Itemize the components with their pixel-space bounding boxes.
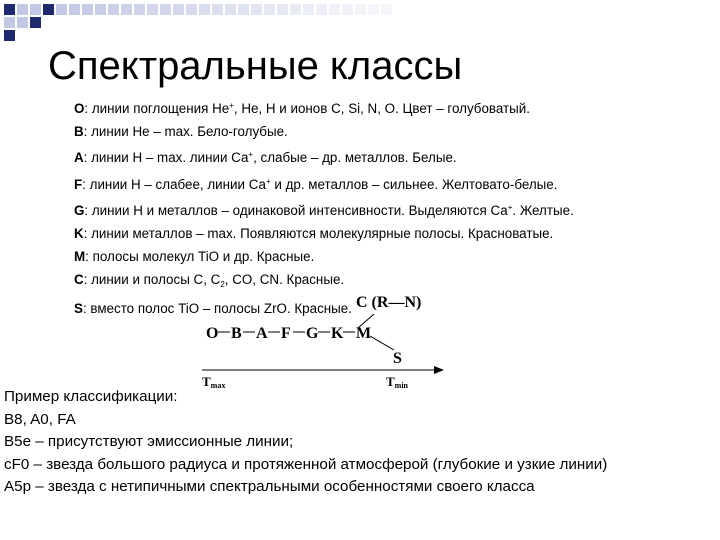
- decorative-square: [17, 17, 28, 28]
- example-line: cF0 – звезда большого радиуса и протяженной атмосферой (глубокие и узкие линии): [4, 455, 608, 473]
- class-item-k: K: линии металлов – max. Появляются молекулярные полосы. Красноватые.: [74, 226, 554, 242]
- example-line: A5p – звезда с нетипичными спектральными особенностями своего класса: [4, 478, 535, 496]
- class-item-a: A: линии Н – max. линии Са+, слабые – др. металлов. Белые.: [74, 150, 457, 166]
- decorative-square: [381, 4, 392, 15]
- decorative-square: [225, 4, 236, 15]
- class-item-o: O: линии поглощения Не+, Не, Н и ионов С, Si, N, O. Цвет – голубоватый.: [74, 101, 530, 116]
- decorative-square: [277, 4, 288, 15]
- decorative-square: [134, 4, 145, 15]
- decorative-square: [290, 4, 301, 15]
- decorative-square: [186, 4, 197, 15]
- sequence-letter-b: B: [231, 325, 242, 342]
- decorative-square: [212, 4, 223, 15]
- decorative-square: [355, 4, 366, 15]
- spectral-sequence-diagram: [196, 288, 456, 392]
- decorative-square: [4, 4, 15, 15]
- t-max-label: Tmax: [202, 374, 226, 390]
- decorative-square: [82, 4, 93, 15]
- slide-title: Спектральные классы: [48, 44, 463, 88]
- decorative-square: [199, 4, 210, 15]
- sequence-letter-o: O: [206, 325, 219, 342]
- t-min-label: Tmin: [386, 374, 409, 390]
- decorative-square: [95, 4, 106, 15]
- class-item-g: G: линии Н и металлов – одинаковой интенсивности. Выделяются Са+. Желтые.: [74, 202, 574, 218]
- decorative-square: [4, 30, 15, 41]
- class-item-b: B: линии Не – max. Бело-голубые.: [74, 124, 288, 140]
- branch-top-label: C (R—N): [356, 294, 422, 311]
- decorative-square: [30, 4, 41, 15]
- sequence-letter-a: A: [256, 325, 268, 342]
- decorative-square: [251, 4, 262, 15]
- class-item-s: S: вместо полос TiO – полосы ZrO. Красные.: [74, 300, 352, 316]
- sequence-letter-m: M: [356, 325, 372, 342]
- decorative-square: [264, 4, 275, 15]
- decorative-square: [329, 4, 340, 15]
- decorative-square: [238, 4, 249, 15]
- decorative-square: [342, 4, 353, 15]
- main-sequence: [206, 325, 371, 342]
- class-item-f: F: линии Н – слабее, линии Са+ и др. металлов – сильнее. Желтовато-белые.: [74, 176, 558, 192]
- decorative-square: [4, 17, 15, 28]
- decorative-square: [69, 4, 80, 15]
- classification-example: [4, 386, 607, 499]
- decorative-square: [30, 17, 41, 28]
- decorative-square: [121, 4, 132, 15]
- decorative-square: [43, 4, 54, 15]
- decorative-square: [56, 4, 67, 15]
- branch-bottom-line: [370, 336, 394, 350]
- decorative-square: [108, 4, 119, 15]
- example-line: B8, A0, FA: [4, 410, 76, 428]
- decorative-square: [303, 4, 314, 15]
- sequence-letter-k: K: [331, 325, 344, 342]
- decorative-square: [173, 4, 184, 15]
- decorative-square: [368, 4, 379, 15]
- decorative-square: [17, 4, 28, 15]
- class-item-c: C: линии и полосы С, $С_2$, CO, CN. Красные.: [74, 272, 345, 290]
- sequence-letter-f: F: [281, 325, 291, 342]
- decorative-square: [316, 4, 327, 15]
- axis-arrow-head: [434, 366, 444, 374]
- example-heading: Пример классификации:: [4, 388, 178, 405]
- decorative-square: [147, 4, 158, 15]
- branch-bottom-label: S: [393, 350, 402, 367]
- class-item-m: M: полосы молекул TiO и др. Красные.: [74, 249, 315, 265]
- example-line: B5e – присутствуют эмиссионные линии;: [4, 433, 294, 451]
- decorative-square: [160, 4, 171, 15]
- sequence-letter-g: G: [306, 325, 319, 342]
- spectral-classes-list: [74, 94, 574, 320]
